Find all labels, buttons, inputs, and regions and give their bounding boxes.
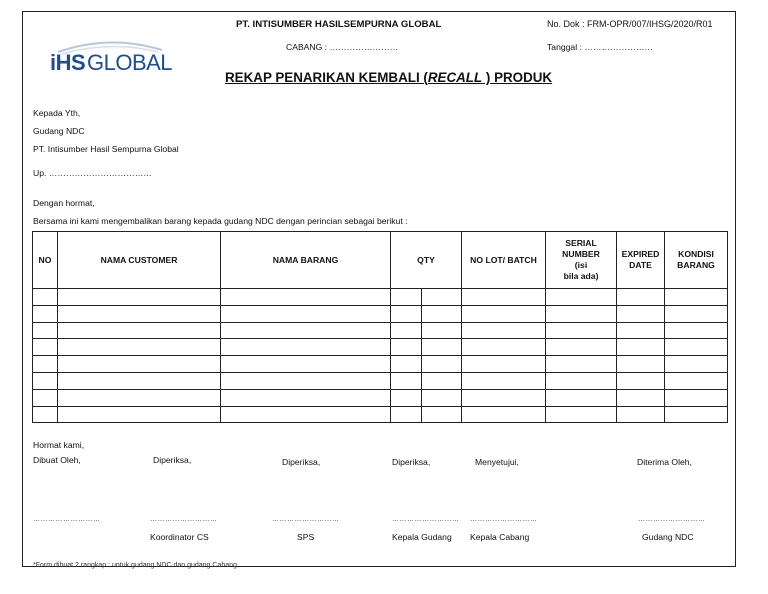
- letter-intro: Bersama ini kami mengembalikan barang kepada gudang NDC dengan perincian sebagai berikut :: [33, 216, 408, 226]
- table-cell: [391, 406, 422, 423]
- table-cell: [617, 289, 665, 306]
- letter-gudang: Gudang NDC: [33, 126, 85, 136]
- table-cell: [221, 339, 391, 356]
- table-cell: [617, 305, 665, 322]
- table-cell: [665, 356, 728, 373]
- table-cell: [462, 289, 546, 306]
- table-cell: [58, 322, 221, 339]
- table-row: [33, 389, 728, 406]
- table-cell: [33, 305, 58, 322]
- header-expired-line: DATE: [629, 260, 652, 270]
- signature-line: ………………………: [392, 516, 460, 523]
- table-cell: [462, 356, 546, 373]
- table-cell: [665, 389, 728, 406]
- table-row: [33, 356, 728, 373]
- table-cell: [462, 372, 546, 389]
- table-cell: [58, 305, 221, 322]
- table-cell: [546, 406, 617, 423]
- table-cell: [665, 339, 728, 356]
- title-italic: RECALL: [427, 70, 483, 85]
- cabang-field: CABANG : ……………………: [286, 42, 399, 52]
- table-cell: [665, 322, 728, 339]
- recall-table: [32, 231, 728, 423]
- role-koordinator-cs: Koordinator CS: [150, 532, 209, 542]
- role-gudang-ndc: Gudang NDC: [642, 532, 694, 542]
- table-cell: [546, 289, 617, 306]
- table-row: [33, 322, 728, 339]
- table-cell: [462, 339, 546, 356]
- signature-label-menyetujui: Menyetujui,: [475, 457, 519, 467]
- table-cell: [665, 289, 728, 306]
- table-cell: [221, 406, 391, 423]
- table-cell: [617, 322, 665, 339]
- table-cell: [33, 406, 58, 423]
- table-cell: [617, 339, 665, 356]
- signature-line: ………………………: [150, 516, 218, 523]
- company-name: PT. INTISUMBER HASILSEMPURNA GLOBAL: [236, 19, 442, 30]
- table-cell: [665, 305, 728, 322]
- table-cell: [33, 372, 58, 389]
- signature-line: ………………………: [470, 516, 538, 523]
- signature-label-diperiksa-1: Diperiksa,: [153, 455, 192, 465]
- title-prefix: REKAP PENARIKAN KEMBALI (: [225, 70, 428, 85]
- table-cell: [391, 289, 422, 306]
- table-cell: [462, 305, 546, 322]
- header-expired: [617, 232, 665, 289]
- table-cell: [58, 372, 221, 389]
- header-kondisi-line: KONDISI: [678, 249, 714, 259]
- header-kondisi: [665, 232, 728, 289]
- signature-label-dibuat: Dibuat Oleh,: [33, 455, 81, 465]
- table-cell: [391, 305, 422, 322]
- table-cell: [33, 389, 58, 406]
- table-cell: [221, 356, 391, 373]
- letter-recipient: Kepada Yth,: [33, 108, 81, 118]
- signature-line: ………………………: [33, 516, 101, 523]
- table-cell: [617, 372, 665, 389]
- role-kepala-gudang: Kepala Gudang: [392, 532, 452, 542]
- table-cell: [58, 356, 221, 373]
- table-cell: [422, 322, 462, 339]
- header-lot: NO LOT/ BATCH: [462, 232, 546, 289]
- signature-line: ………………………: [272, 516, 340, 523]
- table-cell: [33, 289, 58, 306]
- table-row: [33, 372, 728, 389]
- table-cell: [665, 406, 728, 423]
- letter-up: Up. ………………………………: [33, 168, 152, 178]
- signature-label-diperiksa-3: Diperiksa,: [392, 457, 431, 467]
- table-cell: [391, 356, 422, 373]
- table-cell: [58, 389, 221, 406]
- table-row: [33, 305, 728, 322]
- header-customer: NAMA CUSTOMER: [58, 232, 221, 289]
- header-kondisi-line: BARANG: [677, 260, 715, 270]
- table-cell: [546, 356, 617, 373]
- table-cell: [546, 305, 617, 322]
- signature-label-diperiksa-2: Diperiksa,: [282, 457, 321, 467]
- header-serial-line: SERIAL: [565, 238, 597, 248]
- role-kepala-cabang: Kepala Cabang: [470, 532, 530, 542]
- table-cell: [221, 389, 391, 406]
- header-serial: [546, 232, 617, 289]
- header-no: NO: [33, 232, 58, 289]
- table-cell: [221, 289, 391, 306]
- signature-label-diterima: Diterima Oleh,: [637, 457, 692, 467]
- header-serial-line: NUMBER: [562, 249, 600, 259]
- table-cell: [391, 322, 422, 339]
- header-expired-line: EXPIRED: [621, 249, 660, 259]
- letter-greeting: Dengan hormat,: [33, 198, 95, 208]
- table-cell: [221, 305, 391, 322]
- table-row: [33, 406, 728, 423]
- table-cell: [546, 339, 617, 356]
- logo-text-light: GLOBAL: [87, 50, 173, 75]
- table-cell: [617, 356, 665, 373]
- table-cell: [422, 339, 462, 356]
- table-cell: [462, 406, 546, 423]
- table-cell: [422, 372, 462, 389]
- table-cell: [546, 372, 617, 389]
- footnote: *Form dibuat 2 rangkap : untuk gudang NDC dan gudang Cabang: [33, 562, 237, 569]
- table-body: [33, 289, 728, 423]
- table-row: [33, 339, 728, 356]
- title-suffix: ) PRODUK: [482, 70, 553, 85]
- signature-line: ………………………: [638, 516, 706, 523]
- table-cell: [391, 372, 422, 389]
- table-row: [33, 289, 728, 306]
- header-barang: NAMA BARANG: [221, 232, 391, 289]
- header-serial-line: (isi: [574, 260, 588, 270]
- table-header-row: [33, 232, 728, 289]
- table-cell: [546, 322, 617, 339]
- table-cell: [462, 322, 546, 339]
- table-cell: [462, 389, 546, 406]
- document-number: No. Dok : FRM-OPR/007/IHSG/2020/R01: [547, 19, 713, 29]
- table-cell: [58, 339, 221, 356]
- table-cell: [33, 339, 58, 356]
- table-cell: [617, 406, 665, 423]
- signature-greeting: Hormat kami,: [33, 440, 85, 450]
- table-cell: [617, 389, 665, 406]
- table-cell: [422, 356, 462, 373]
- table-cell: [58, 289, 221, 306]
- table-cell: [546, 389, 617, 406]
- ihs-global-logo: [40, 38, 180, 84]
- header-qty: QTY: [391, 232, 462, 289]
- logo-text-bold: iHS: [50, 50, 86, 75]
- table-cell: [665, 372, 728, 389]
- table-cell: [221, 372, 391, 389]
- role-sps: SPS: [297, 532, 315, 542]
- table-cell: [58, 406, 221, 423]
- letter-company: PT. Intisumber Hasil Sempurna Global: [33, 144, 179, 154]
- table-cell: [422, 389, 462, 406]
- table-cell: [33, 356, 58, 373]
- table-cell: [422, 289, 462, 306]
- header-serial-line: bila ada): [563, 271, 599, 281]
- table-cell: [391, 339, 422, 356]
- date-field: Tanggal : ……………………: [547, 42, 654, 52]
- table-cell: [422, 305, 462, 322]
- table-cell: [422, 406, 462, 423]
- table-cell: [33, 322, 58, 339]
- form-title: [225, 70, 552, 85]
- table-cell: [391, 389, 422, 406]
- table-cell: [221, 322, 391, 339]
